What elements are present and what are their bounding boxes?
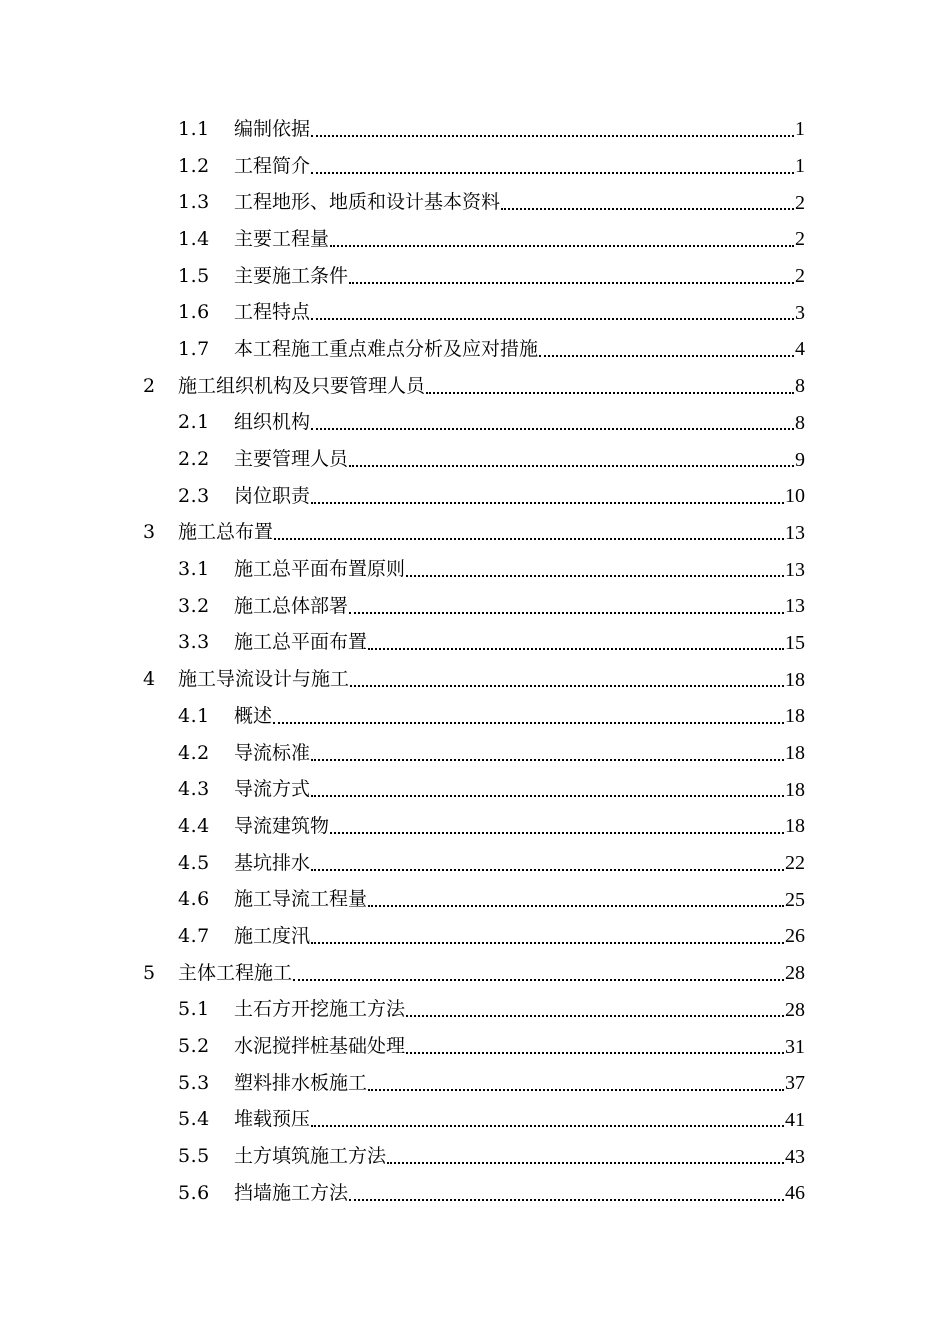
toc-entry-title: 导流标准 xyxy=(234,741,311,764)
toc-entry-number: 5.5 xyxy=(178,1145,210,1168)
toc-entry[interactable] xyxy=(0,441,950,478)
toc-entry-number: 5.1 xyxy=(178,998,210,1021)
dot-leader xyxy=(426,373,794,394)
toc-entry-page-number: 22 xyxy=(785,852,805,875)
toc-entry-page-number: 13 xyxy=(785,558,805,581)
dot-leader xyxy=(311,299,794,320)
toc-entry-title: 基坑排水 xyxy=(234,851,311,874)
toc-entry[interactable] xyxy=(0,331,950,368)
toc-entry-page-number: 18 xyxy=(785,705,805,728)
toc-entry-page-number: 10 xyxy=(785,485,805,508)
toc-entry[interactable] xyxy=(0,294,950,331)
toc-entry-page-number: 1 xyxy=(795,118,805,141)
toc-entry-number: 1.3 xyxy=(178,191,210,214)
toc-entry-title: 施工导流工程量 xyxy=(234,888,368,911)
toc-entry-page-number: 8 xyxy=(795,411,805,434)
toc-entry-page-number: 1 xyxy=(795,155,805,178)
toc-entry-title: 工程特点 xyxy=(234,301,311,324)
toc-entry-title: 施工总平面布置 xyxy=(234,631,368,654)
toc-entry-title: 施工总平面布置原则 xyxy=(234,558,406,581)
toc-entry[interactable] xyxy=(0,148,950,185)
toc-entry-number: 4.6 xyxy=(178,888,210,911)
toc-entry[interactable] xyxy=(0,1028,950,1065)
dot-leader xyxy=(349,1180,784,1201)
toc-entry[interactable] xyxy=(0,405,950,442)
toc-entry-title: 本工程施工重点难点分析及应对措施 xyxy=(234,337,539,360)
toc-entry-title: 堆载预压 xyxy=(234,1108,311,1131)
toc-entry[interactable] xyxy=(0,735,950,772)
table-of-contents xyxy=(0,111,950,1212)
toc-entry-number: 3.3 xyxy=(178,631,210,654)
toc-entry-title: 施工组织机构及只要管理人员 xyxy=(178,374,426,397)
toc-entry[interactable] xyxy=(0,881,950,918)
toc-entry-page-number: 2 xyxy=(795,228,805,251)
dot-leader xyxy=(311,409,794,430)
dot-leader xyxy=(368,1070,784,1091)
toc-entry-number: 3 xyxy=(143,521,156,544)
toc-entry-number: 1.7 xyxy=(178,337,210,360)
dot-leader xyxy=(311,1106,784,1127)
toc-entry-title: 主要工程量 xyxy=(234,227,330,250)
toc-entry-number: 1.4 xyxy=(178,227,210,250)
toc-entry[interactable] xyxy=(0,478,950,515)
toc-entry[interactable] xyxy=(0,661,950,698)
toc-entry-number: 2.1 xyxy=(178,411,210,434)
toc-entry-page-number: 3 xyxy=(795,301,805,324)
toc-entry-title: 岗位职责 xyxy=(234,484,311,507)
toc-entry-number: 4.1 xyxy=(178,704,210,727)
toc-entry-title: 主体工程施工 xyxy=(178,961,293,984)
toc-entry-title: 导流建筑物 xyxy=(234,814,330,837)
toc-entry[interactable] xyxy=(0,221,950,258)
toc-entry-number: 4.7 xyxy=(178,924,210,947)
toc-entry-page-number: 43 xyxy=(785,1145,805,1168)
toc-entry[interactable] xyxy=(0,625,950,662)
toc-entry-title: 编制依据 xyxy=(234,117,311,140)
toc-entry[interactable] xyxy=(0,1102,950,1139)
dot-leader xyxy=(274,519,784,540)
toc-entry-title: 主要施工条件 xyxy=(234,264,349,287)
dot-leader xyxy=(368,629,784,650)
dot-leader xyxy=(293,960,784,981)
dot-leader xyxy=(349,446,794,467)
toc-entry-number: 5 xyxy=(143,961,156,984)
toc-entry-number: 5.6 xyxy=(178,1181,210,1204)
toc-entry-page-number: 18 xyxy=(785,815,805,838)
dot-leader xyxy=(501,189,794,210)
toc-entry-number: 2 xyxy=(143,374,156,397)
toc-entry-title: 施工总布置 xyxy=(178,521,274,544)
toc-entry-page-number: 9 xyxy=(795,448,805,471)
toc-entry[interactable] xyxy=(0,1175,950,1212)
toc-entry-number: 4.4 xyxy=(178,814,210,837)
dot-leader xyxy=(349,263,794,284)
toc-entry[interactable] xyxy=(0,258,950,295)
toc-entry-number: 4 xyxy=(143,668,156,691)
toc-entry-title: 土石方开挖施工方法 xyxy=(234,998,406,1021)
toc-entry-number: 4.5 xyxy=(178,851,210,874)
toc-entry[interactable] xyxy=(0,845,950,882)
toc-entry-page-number: 15 xyxy=(785,631,805,654)
dot-leader xyxy=(330,813,784,834)
toc-entry-number: 2.2 xyxy=(178,448,210,471)
toc-entry-title: 施工总体部署 xyxy=(234,594,349,617)
toc-entry[interactable] xyxy=(0,184,950,221)
toc-entry-page-number: 18 xyxy=(785,778,805,801)
dot-leader xyxy=(349,593,784,614)
toc-entry-page-number: 2 xyxy=(795,191,805,214)
toc-entry[interactable] xyxy=(0,368,950,405)
toc-entry[interactable] xyxy=(0,918,950,955)
toc-entry-number: 1.2 xyxy=(178,154,210,177)
toc-entry-page-number: 31 xyxy=(785,1035,805,1058)
toc-entry-title: 施工度汛 xyxy=(234,924,311,947)
dot-leader xyxy=(539,336,794,357)
toc-entry-page-number: 26 xyxy=(785,925,805,948)
toc-entry[interactable] xyxy=(0,588,950,625)
dot-leader xyxy=(311,923,784,944)
toc-entry-page-number: 2 xyxy=(795,265,805,288)
toc-entry-number: 1.5 xyxy=(178,264,210,287)
toc-entry-number: 3.1 xyxy=(178,558,210,581)
toc-entry-page-number: 46 xyxy=(785,1182,805,1205)
toc-entry-title: 组织机构 xyxy=(234,411,311,434)
toc-entry-page-number: 18 xyxy=(785,668,805,691)
toc-entry-title: 导流方式 xyxy=(234,778,311,801)
dot-leader xyxy=(387,1143,784,1164)
dot-leader xyxy=(311,483,784,504)
toc-entry-title: 工程简介 xyxy=(234,154,311,177)
dot-leader xyxy=(273,703,784,724)
toc-entry-title: 工程地形、地质和设计基本资料 xyxy=(234,191,501,214)
dot-leader xyxy=(350,666,784,687)
toc-entry[interactable] xyxy=(0,698,950,735)
toc-entry-title: 塑料排水板施工 xyxy=(234,1071,368,1094)
toc-entry-page-number: 41 xyxy=(785,1108,805,1131)
toc-entry-title: 概述 xyxy=(234,704,273,727)
toc-entry[interactable] xyxy=(0,515,950,552)
toc-entry-title: 主要管理人员 xyxy=(234,448,349,471)
toc-entry-number: 4.3 xyxy=(178,778,210,801)
toc-entry-number: 3.2 xyxy=(178,594,210,617)
dot-leader xyxy=(330,226,794,247)
toc-entry-number: 5.3 xyxy=(178,1071,210,1094)
toc-entry-title: 水泥搅拌桩基础处理 xyxy=(234,1035,406,1058)
toc-entry[interactable] xyxy=(0,1138,950,1175)
toc-entry-page-number: 13 xyxy=(785,595,805,618)
dot-leader xyxy=(368,886,784,907)
toc-entry-number: 5.2 xyxy=(178,1035,210,1058)
toc-entry-number: 5.4 xyxy=(178,1108,210,1131)
toc-entry-page-number: 13 xyxy=(785,521,805,544)
dot-leader xyxy=(406,556,784,577)
toc-entry[interactable] xyxy=(0,771,950,808)
toc-entry-number: 4.2 xyxy=(178,741,210,764)
toc-entry-page-number: 28 xyxy=(785,998,805,1021)
toc-entry[interactable] xyxy=(0,955,950,992)
toc-entry-title: 土方填筑施工方法 xyxy=(234,1145,387,1168)
toc-entry-title: 挡墙施工方法 xyxy=(234,1181,349,1204)
dot-leader xyxy=(311,116,794,137)
toc-entry[interactable] xyxy=(0,1065,950,1102)
dot-leader xyxy=(406,1033,784,1054)
toc-entry-page-number: 18 xyxy=(785,742,805,765)
toc-entry-number: 1.1 xyxy=(178,117,210,140)
dot-leader xyxy=(311,776,784,797)
toc-entry-page-number: 25 xyxy=(785,888,805,911)
toc-entry-page-number: 8 xyxy=(795,375,805,398)
toc-entry[interactable] xyxy=(0,551,950,588)
dot-leader xyxy=(311,740,784,761)
toc-entry[interactable] xyxy=(0,992,950,1029)
dot-leader xyxy=(311,850,784,871)
dot-leader xyxy=(311,153,794,174)
toc-entry[interactable] xyxy=(0,111,950,148)
toc-entry-number: 1.6 xyxy=(178,301,210,324)
toc-entry-page-number: 37 xyxy=(785,1072,805,1095)
toc-entry-title: 施工导流设计与施工 xyxy=(178,668,350,691)
toc-entry-number: 2.3 xyxy=(178,484,210,507)
toc-entry-page-number: 4 xyxy=(795,338,805,361)
dot-leader xyxy=(406,996,784,1017)
toc-entry-page-number: 28 xyxy=(785,962,805,985)
toc-entry[interactable] xyxy=(0,808,950,845)
